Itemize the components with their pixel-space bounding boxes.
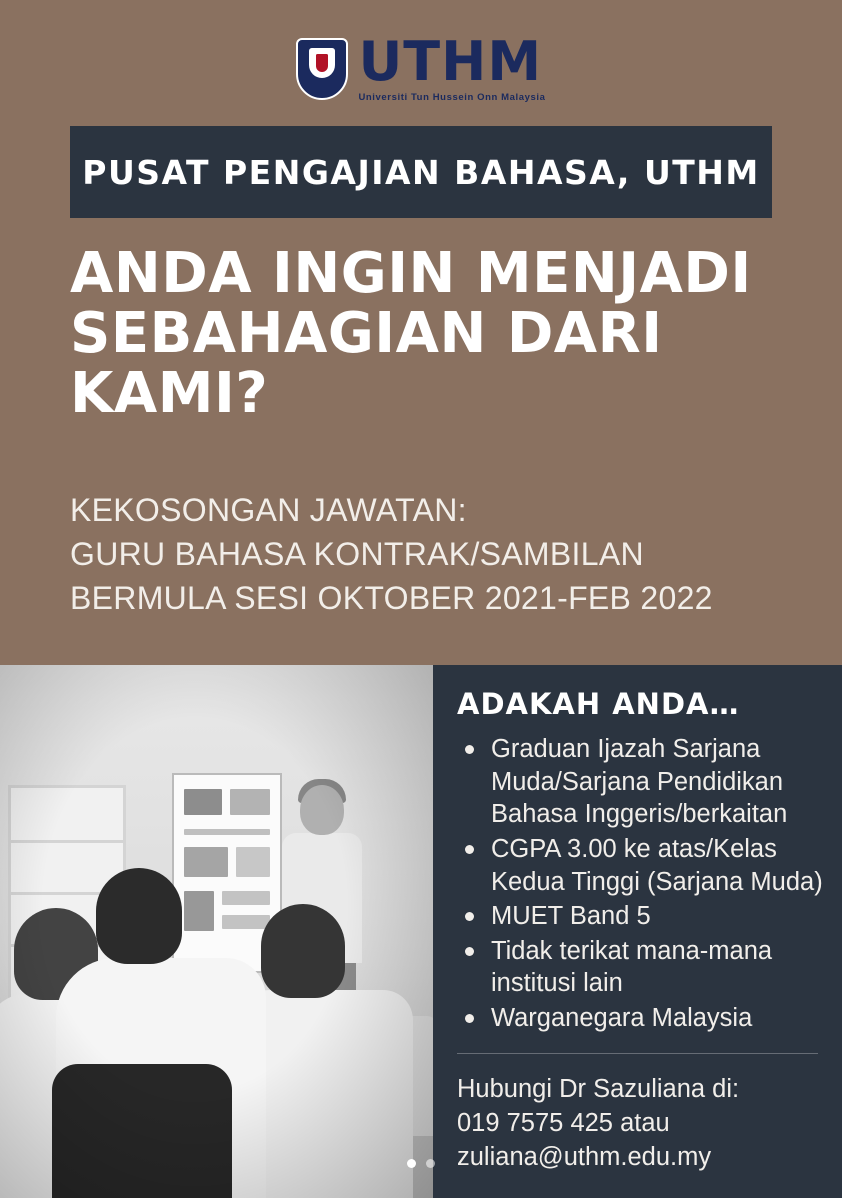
list-item: CGPA 3.00 ke atas/Kelas Kedua Tinggi (Sarjana Muda)	[457, 833, 824, 898]
department-banner-label: PUSAT PENGAJIAN BAHASA, UTHM	[82, 152, 760, 192]
contact-email[interactable]: zuliana@uthm.edu.my	[457, 1142, 712, 1171]
vacancy-line-2: GURU BAHASA KONTRAK/SAMBILAN	[70, 535, 644, 572]
contact-info	[457, 1054, 824, 1174]
contact-line-1: Hubungi Dr Sazuliana di:	[457, 1074, 740, 1103]
logo-area	[0, 0, 842, 120]
department-banner	[70, 126, 772, 218]
logo-text	[358, 30, 546, 103]
shield-icon	[296, 38, 348, 100]
requirements-panel	[433, 665, 842, 1198]
requirements-list	[457, 733, 824, 1037]
page-title	[70, 241, 772, 426]
vacancy-line-1: KEKOSONGAN JAWATAN:	[70, 491, 467, 528]
bottom-section	[0, 665, 842, 1198]
vacancy-line-3: BERMULA SESI OKTOBER 2021-FEB 2022	[70, 580, 713, 617]
list-item: MUET Band 5	[457, 900, 824, 933]
list-item: Warganegara Malaysia	[457, 1002, 824, 1035]
logo-acronym: UTHM	[358, 30, 543, 93]
list-item: Graduan Ijazah Sarjana Muda/Sarjana Pendidikan Bahasa Inggeris/berkaitan	[457, 733, 824, 831]
carousel-dots[interactable]	[407, 1159, 435, 1168]
carousel-dot-1[interactable]	[407, 1159, 416, 1168]
classroom-photo	[0, 665, 433, 1198]
requirements-title: ADAKAH ANDA…	[457, 687, 740, 721]
headline-line-1: ANDA INGIN MENJADI	[70, 241, 752, 306]
vacancy-details	[70, 488, 772, 620]
uthm-logo	[296, 30, 546, 103]
contact-line-2: 019 7575 425 atau	[457, 1108, 670, 1137]
list-item: Tidak terikat mana-mana institusi lain	[457, 935, 824, 1000]
carousel-dot-2[interactable]	[426, 1159, 435, 1168]
logo-full-name: Universiti Tun Hussein Onn Malaysia	[358, 92, 546, 103]
headline-line-2: SEBAHAGIAN DARI KAMI?	[70, 300, 663, 426]
